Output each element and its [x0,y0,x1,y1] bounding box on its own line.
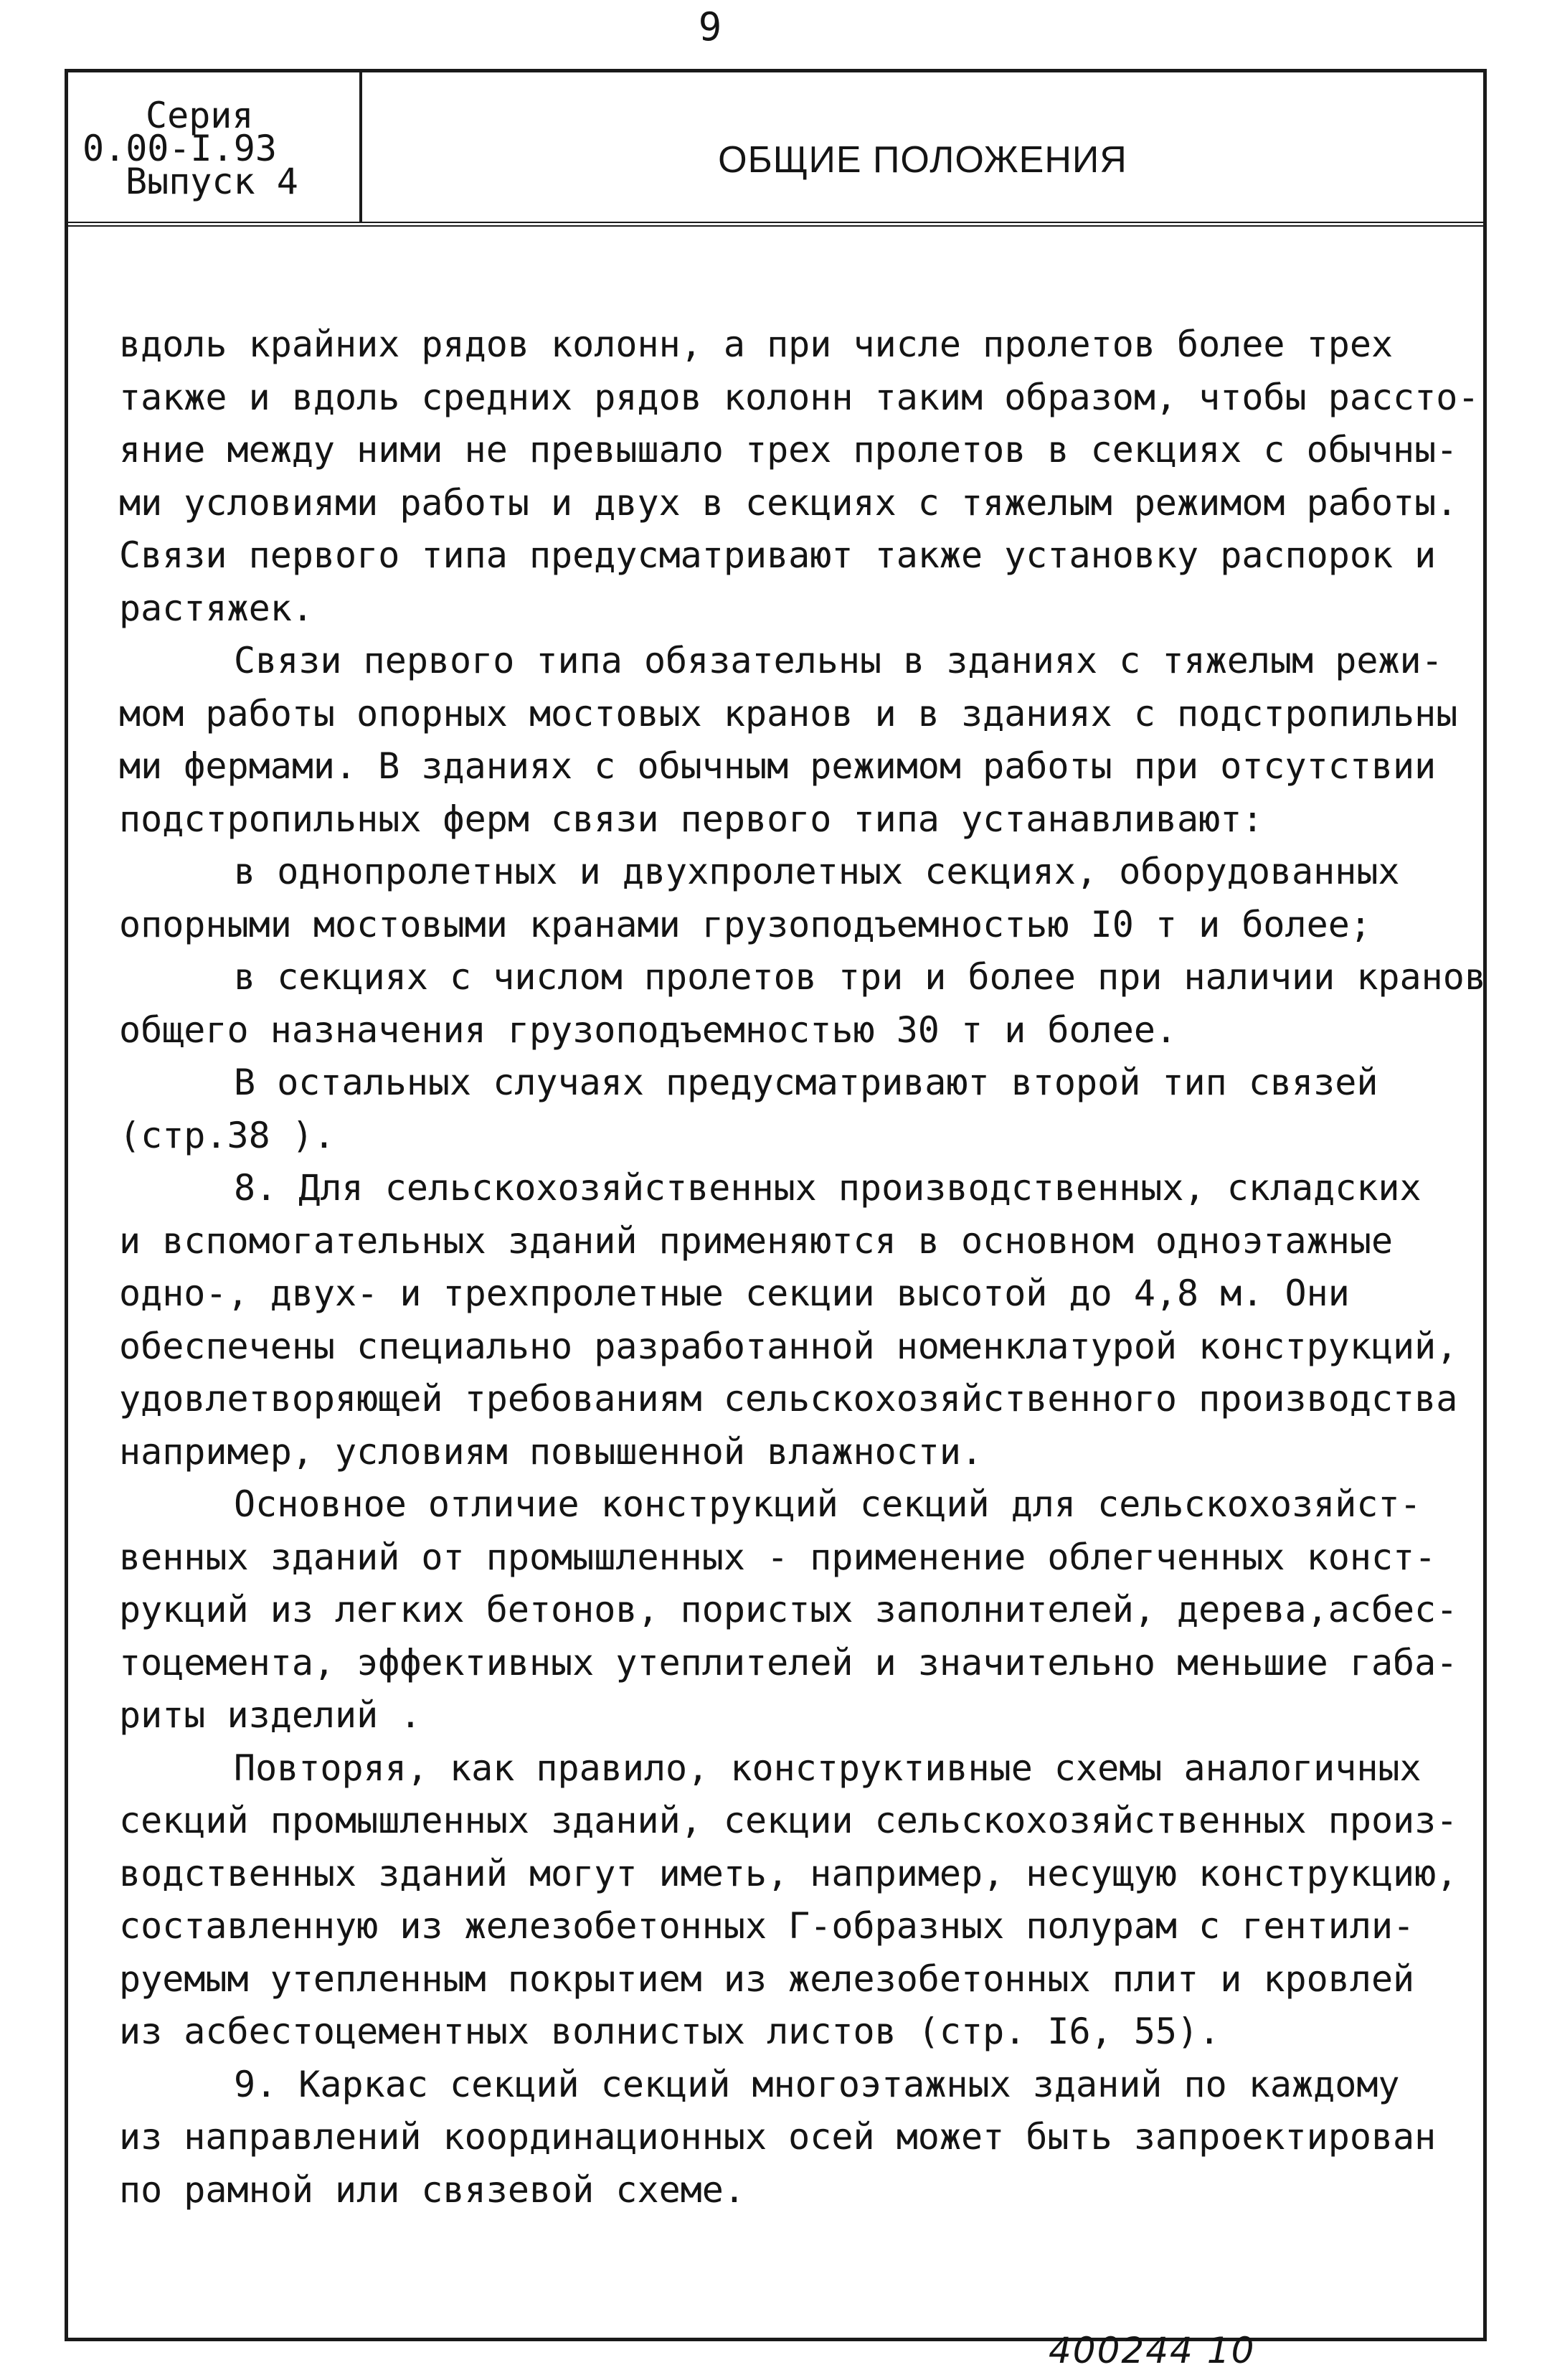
text-line: из направлений координационных осей может быть запроектирован [119,2116,1437,2158]
body-text [119,318,1486,2216]
text-line: удовлетворяющей требованиям сельскохозяйственного производства [119,1378,1458,1420]
text-line: 9. Каркас секций секций многоэтажных зданий по каждому [234,2063,1400,2105]
text-line: Основное отличие конструкций секций для сельскохозяйст- [234,1483,1422,1525]
text-line: одно-, двух- и трехпролетные секции высотой до 4,8 м. Они [119,1272,1350,1314]
text-line: секций промышленных зданий, секции сельскохозяйственных произ- [119,1800,1458,1841]
text-line: Связи первого типа предусматривают также установку распорок и [119,534,1437,576]
inventory-stamp: 400244 10 [1049,2330,1256,2371]
text-line: и вспомогательных зданий применяются в основном одноэтажные [119,1219,1394,1262]
text-line: рукций из легких бетонов, пористых заполнителей, дерева,асбес- [119,1589,1458,1630]
series-box [68,72,362,222]
series-label: Серия [146,95,254,136]
text-line: также и вдоль средних рядов колонн таким образом, чтобы рассто- [119,376,1480,418]
text-line: яние между ними не превышало трех пролетов в секциях с обычны- [119,429,1458,471]
text-line: руемым утепленным покрытием из железобетонных плит и кровлей [119,1958,1415,2000]
page-number: 9 [698,4,722,49]
text-line: водственных зданий могут иметь, например, несущую конструкцию, [119,1852,1458,1894]
text-line: ми фермами. В зданиях с обычным режимом работы при отсутствии [119,745,1437,787]
text-line: (стр.38 ). [119,1114,336,1156]
text-line: растяжек. [119,587,313,629]
title-block [68,72,1483,227]
text-line: В остальных случаях предусматривают второй тип связей [234,1062,1378,1103]
text-line: обеспечены специально разработанной номенклатурой конструкций, [119,1325,1458,1367]
text-line: Связи первого типа обязательны в зданиях с тяжелым режи- [234,640,1443,681]
text-line: общего назначения грузоподъемностью 30 т и более. [119,1009,1178,1051]
section-title: ОБЩИЕ ПОЛОЖЕНИЯ [718,139,1127,181]
series-code: 0.00-I.93 [82,128,277,169]
text-line: составленную из железобетонных Г-образных полурам с гентили- [119,1905,1415,1947]
text-line: тоцемента, эффективных утеплителей и значительно меньшие габа- [119,1641,1458,1684]
text-line: из асбестоцементных волнистых листов (стр. I6, 55). [119,2011,1221,2052]
text-line: в однопролетных и двухпролетных секциях, оборудованных [234,851,1400,892]
text-line: 8. Для сельскохозяйственных производственных, складских [234,1167,1422,1209]
text-line: по рамной или связевой схеме. [119,2168,745,2211]
text-line: подстропильных ферм связи первого типа устанавливают: [119,798,1264,840]
text-line: например, условиям повышенной влажности. [119,1430,983,1473]
text-line: опорными мостовыми кранами грузоподъемностью I0 т и более; [119,903,1371,945]
text-line: вдоль крайних рядов колонн, а при числе пролетов более трех [119,324,1394,365]
text-line: ми условиями работы и двух в секциях с тяжелым режимом работы. [119,481,1458,524]
text-line: риты изделий . [119,1694,422,1736]
text-line: венных зданий от промышленных - применение облегченных конст- [119,1536,1437,1578]
text-line: в секциях с числом пролетов три и более при наличии кранов [234,956,1486,998]
text-line: Повторяя, как правило, конструктивные схемы аналогичных [234,1747,1422,1789]
text-line: мом работы опорных мостовых кранов и в зданиях с подстропильны [119,692,1458,735]
issue-number: Выпуск 4 [126,161,298,202]
